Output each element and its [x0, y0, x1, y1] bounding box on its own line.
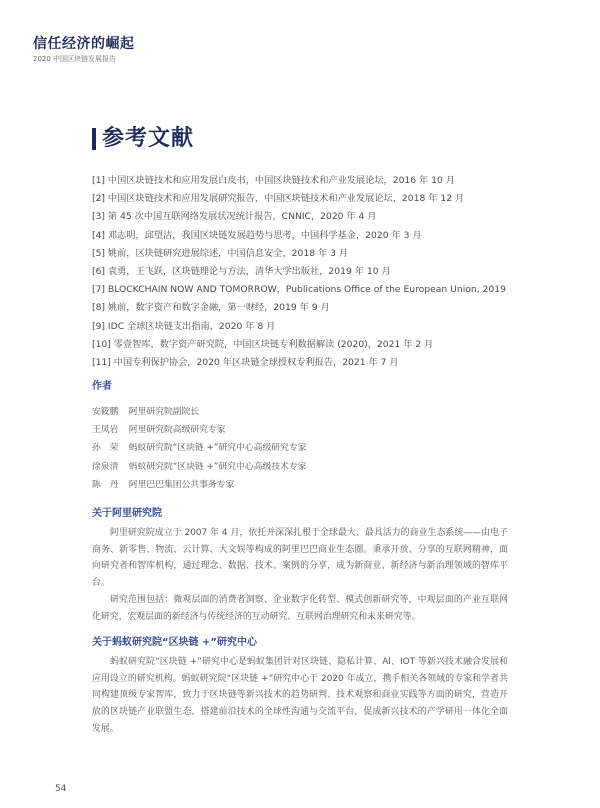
reference-item: [4] 邓志明，邱望洁，我国区块链发展趋势与思考，中国科学基金，2020 年 3 月 [92, 229, 422, 241]
reference-item: [6] 袁勇，王飞跃，区块链理论与方法，清华大学出版社，2019 年 10 月 [92, 266, 391, 278]
author-role: 阿里研究院副院长 [128, 407, 200, 417]
author-name: 陈 丹 [92, 479, 119, 490]
antresearch-heading: 关于蚂蚁研究院“区块链 +”研究中心 [92, 637, 258, 648]
author-item [92, 458, 306, 476]
report-title: 信任经济的崛起 [33, 36, 135, 52]
author-list [92, 403, 306, 494]
aliresearch-paragraph: 研究范围包括：微观层面的消费者洞察、企业数字化转型、模式创新研究等，中观层面的产业互联网化研究，宏观层面的新经济与传统经济的互动研究、互联网治理研究和未来研究等。 [92, 595, 508, 622]
author-name: 安筱鹏 [92, 407, 119, 417]
reference-item: [1] 中国区块链技术和应用发展白皮书，中国区块链技术和产业发展论坛，2016 年 10 月 [92, 175, 455, 186]
author-item [92, 439, 306, 457]
author-name: 王凤岩 [92, 425, 119, 436]
reference-list [92, 172, 552, 372]
antresearch-paragraph: 蚂蚁研究院“区块链 +”研究中心是蚂蚁集团针对区块链、隐私计算、AI、IOT 等新兴技术融合发展和应用设立的研究机构。蚂蚁研究院“区块链 +”研究中心于 2020 年成立，携手相关各领域的专家和学者共同构建顶级专家智库，致力于区块链等新兴技术的趋势研判、技术观察和商业实践等方面的研究，营造开放的区块链产业联盟生态，搭建前沿技术的全球性沟通与交流平台，促成新兴技术的产学研用一体化全面发展。 [92, 657, 508, 734]
author-item [92, 403, 306, 421]
author-name: 孙 荣 [92, 443, 119, 454]
heading-accent-bar [92, 128, 96, 150]
author-role: 阿里巴巴集团公共事务专家 [128, 479, 235, 490]
author-name: 徐泉清 [92, 461, 119, 472]
reference-item: [2] 中国区块链技术和应用发展研究报告，中国区块链技术和产业发展论坛，2018 年 12 月 [92, 193, 465, 205]
reference-item: [5] 姚前，区块链研究进展综述，中国信息安全，2018 年 3 月 [92, 247, 349, 259]
running-header [33, 36, 135, 64]
reference-item: [8] 姚前，数字资产和数字金融，第一财经，2019 年 9 月 [92, 302, 330, 314]
reference-item: [7] BLOCKCHAIN NOW AND TOMORROW，Publications Office of the European Union, 2019 [92, 284, 506, 296]
reference-item: [11] 中国专利保护协会，2020 年区块链全球授权专利报告，2021 年 7 月 [92, 357, 399, 369]
reference-item: [3] 第 45 次中国互联网络发展状况统计报告，CNNIC，2020 年 4 月 [92, 211, 377, 223]
report-subtitle: 2020 中国区块链发展报告 [33, 55, 117, 63]
aliresearch-paragraph: 阿里研究院成立于 2007 年 4 月，依托并深深扎根于全球最大、最具活力的商业生态系统——由电子商务、新零售、物流、云计算、大文娱等构成的阿里巴巴商业生态圈。秉承开放、分享的互联网精神，面向研究者和智库机构，通过理念、数据、技术、案例的分享，成为新商业、新经济与新治理领域的智库平台。 [92, 528, 508, 589]
author-role: 阿里研究院高级研究专家 [128, 425, 226, 436]
section-title: 参考文献 [102, 126, 195, 151]
author-role: 蚂蚁研究院“区块链 +”研究中心高级研究专家 [128, 443, 307, 454]
authors-heading: 作者 [92, 381, 112, 392]
author-role: 蚂蚁研究院“区块链 +”研究中心高级技术专家 [128, 461, 307, 472]
reference-item: [9] IDC 全球区块链支出指南，2020 年 8 月 [92, 320, 276, 332]
author-item [92, 476, 306, 494]
author-item [92, 421, 306, 439]
aliresearch-heading: 关于阿里研究院 [92, 508, 162, 519]
section-heading [92, 126, 194, 152]
page-number: 54 [55, 784, 67, 794]
reference-item: [10] 零壹智库，数字资产研究院，中国区块链专利数据解读 (2020)，2021 年 2 月 [92, 338, 434, 350]
